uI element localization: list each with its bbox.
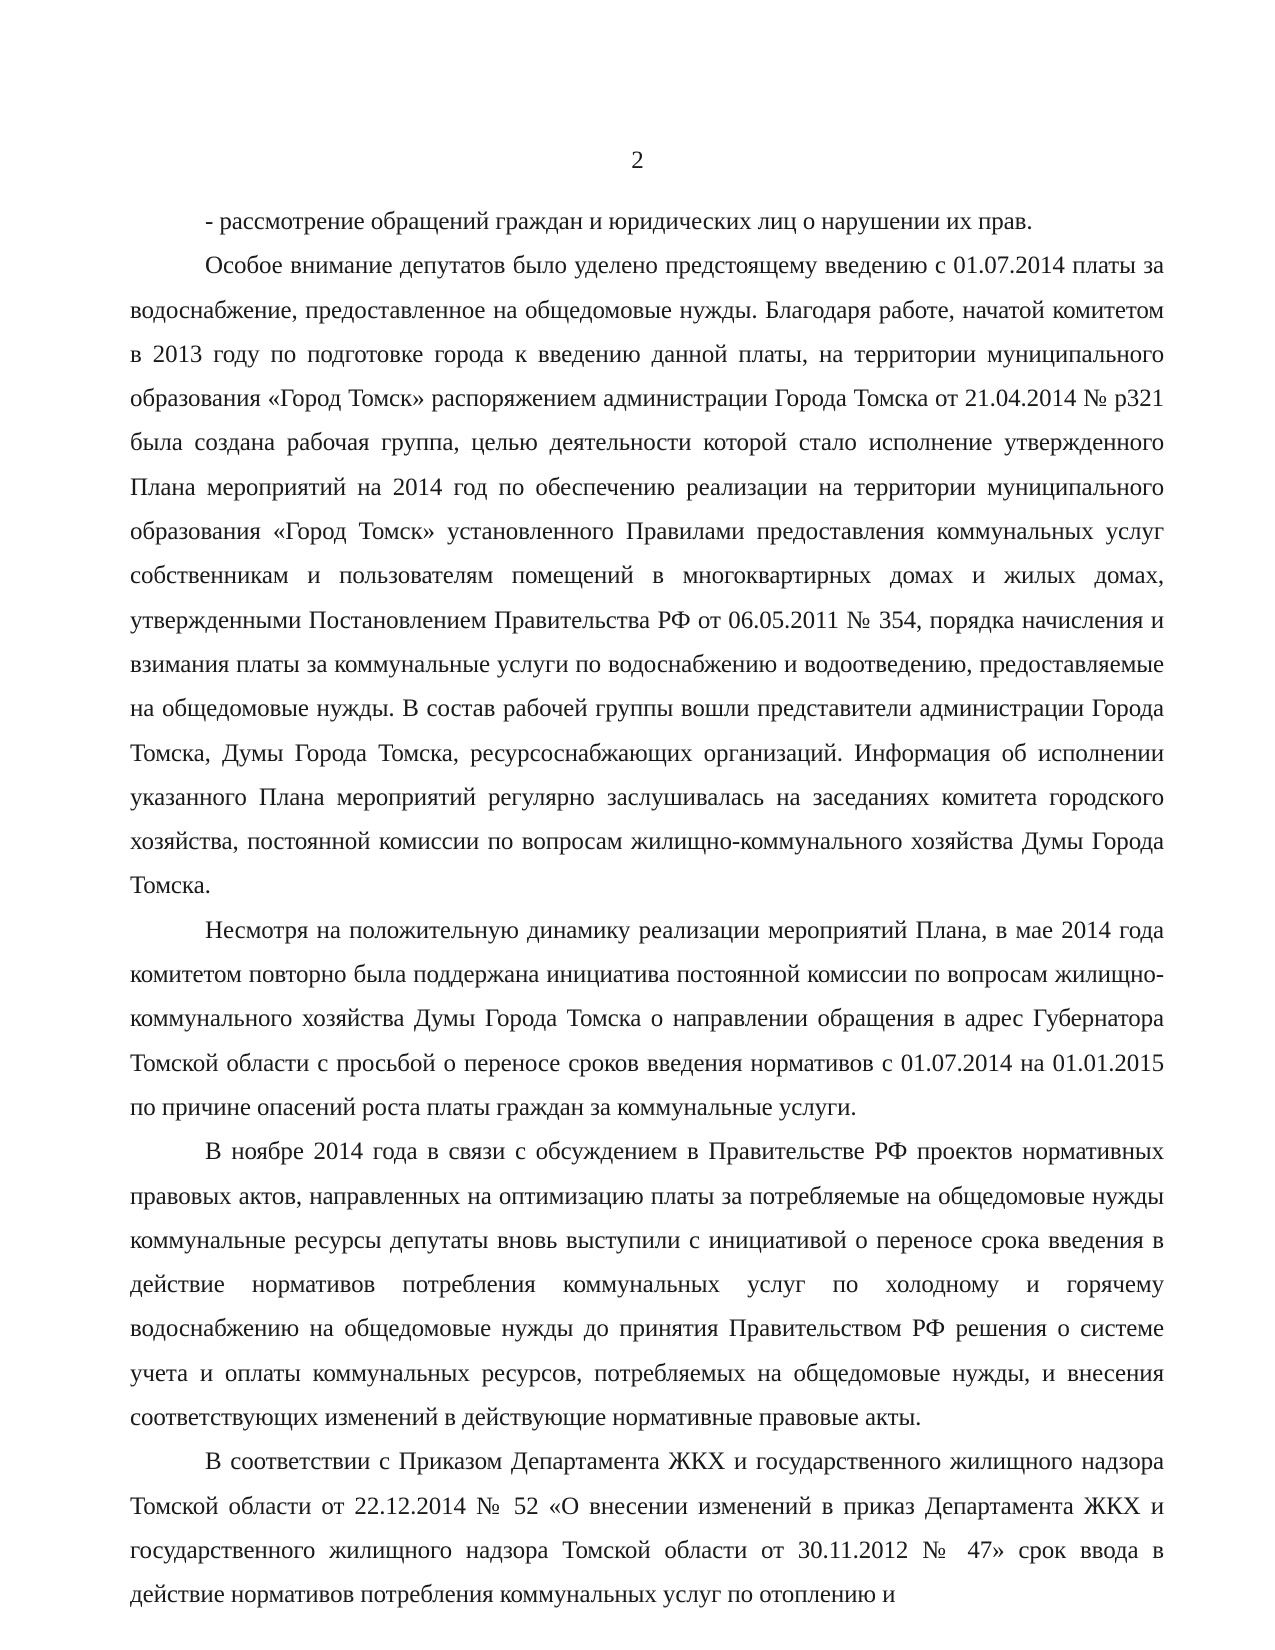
paragraph-may-2014-initiative: Несмотря на положительную динамику реализации мероприятий Плана, в мае 2014 года комитетом повторно была поддержана инициатива постоянной комиссии по вопросам жилищно-коммунального хозяйства Думы Города Томска о направлении обращения в адрес Губернатора Томской области с просьбой о переносе сроков введения нормативов с 01.07.2014 на 01.01.2015 по причине опасений роста платы граждан за коммунальные услуги.	[130, 916, 1164, 1121]
paragraph-department-order: В соответствии с Приказом Департамента ЖКХ и государственного жилищного надзора Томской области от 22.12.2014 № 52 «О внесении изменений в приказ Департамента ЖКХ и государственного жилищного надзора Томской области от 30.11.2012 № 47» срок ввода в действие нормативов потребления коммунальных услуг по отоплению и	[130, 1448, 1164, 1609]
paragraph-november-2014: В ноябре 2014 года в связи с обсуждением в Правительстве РФ проектов нормативных правовых актов, направленных на оптимизацию платы за потребляемые на общедомовые нужды коммунальные ресурсы депутаты вновь выступили с инициативой о переносе срока введения в действие нормативов потребления коммунальных услуг по холодному и горячему водоснабжению на общедомовые нужды до принятия Правительством РФ решения о системе учета и оплаты коммунальных ресурсов, потребляемых на общедомовые нужды, и внесения соответствующих изменений в действующие нормативные правовые акты.	[130, 1138, 1164, 1432]
paragraph-water-supply-fee: Особое внимание депутатов было уделено предстоящему введению с 01.07.2014 платы за водоснабжение, предоставленное на общедомовые нужды. Благодаря работе, начатой комитетом в 2013 году по подготовке города к введению данной платы, на территории муниципального образования «Город Томск» распоряжением администрации Города Томска от 21.04.2014 № р321 была создана рабочая группа, целью деятельности которой стало исполнение утвержденного Плана мероприятий на 2014 год по обеспечению реализации на территории муниципального образования «Город Томск» установленного Правилами предоставления коммунальных услуг собственникам и пользователям помещений в многоквартирных домах и жилых домах, утвержденными Постановлением Правительства РФ от 06.05.2011 № 354, порядка начисления и взимания платы за коммунальные услуги по водоснабжению и водоотведению, предоставляемые на общедомовые нужды. В состав рабочей группы вошли представители администрации Города Томска, Думы Города Томска, ресурсоснабжающих организаций. Информация об исполнении указанного Плана мероприятий регулярно заслушивалась на заседаниях комитета городского хозяйства, постоянной комиссии по вопросам жилищно-коммунального хозяйства Думы Города Томска.	[130, 252, 1164, 900]
page-number: 2	[631, 147, 644, 174]
paragraph-list-item-citizen-appeals: - рассмотрение обращений граждан и юридических лиц о нарушении их прав.	[205, 208, 1033, 235]
body-text	[130, 200, 1164, 1618]
